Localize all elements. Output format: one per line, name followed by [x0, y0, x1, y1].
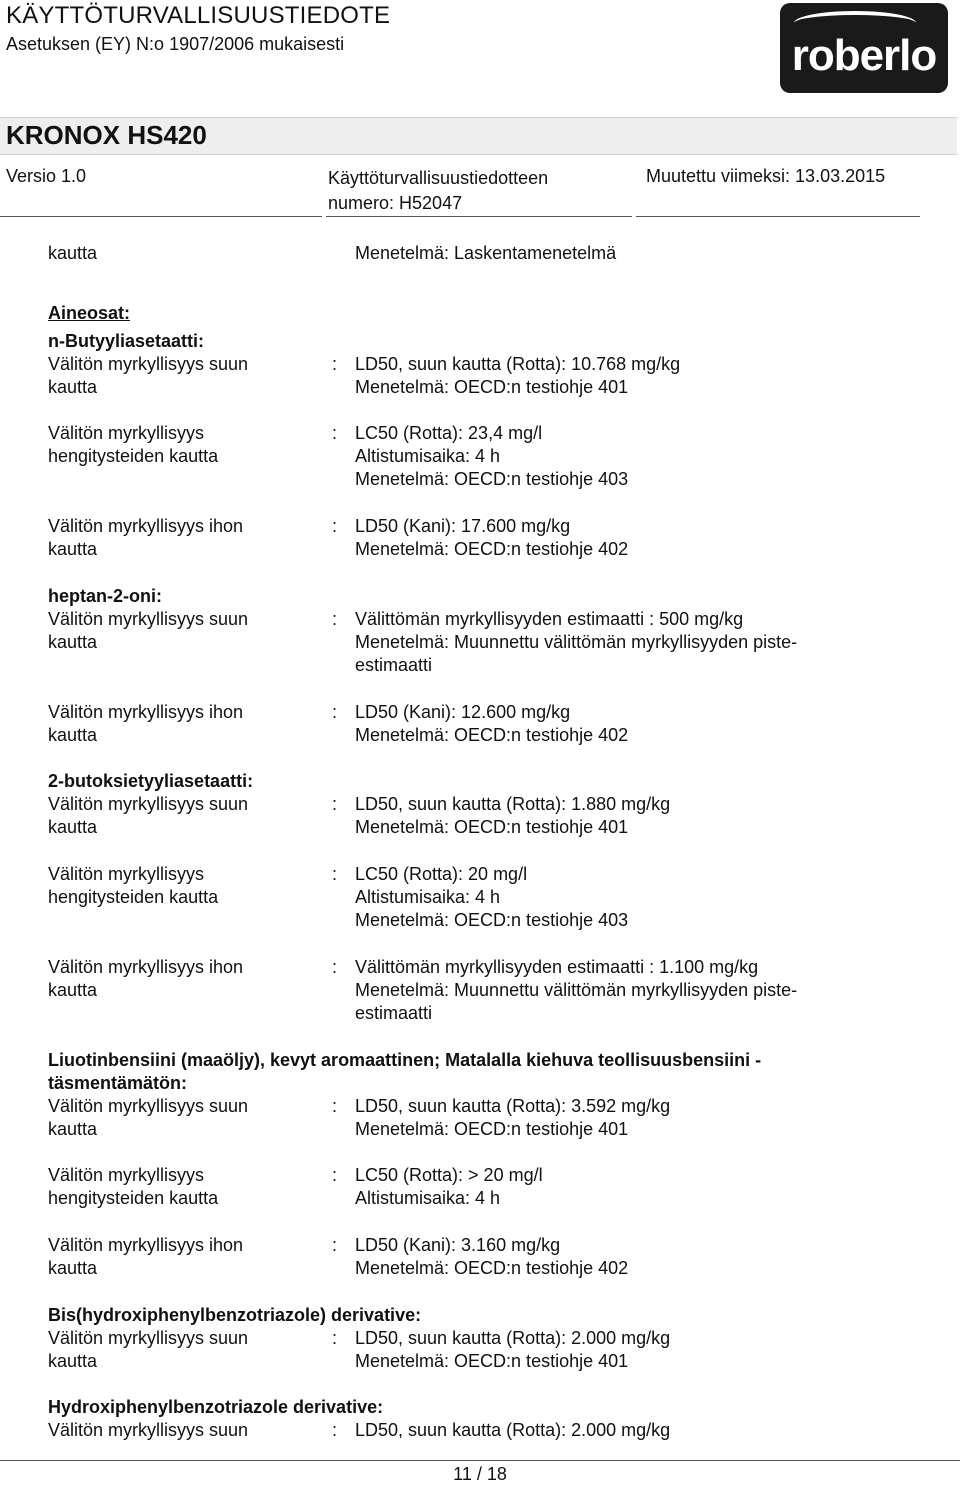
row-value: LD50, suun kautta (Rotta): 2.000 mg/kg [355, 1420, 671, 1440]
row-value: LD50 (Kani): 3.160 mg/kg [355, 1235, 561, 1255]
colon: : [332, 609, 338, 629]
row-value: Altistumisaika: 4 h [355, 446, 501, 466]
row-value: Menetelmä: OECD:n testiohje 401 [355, 817, 629, 837]
row-value: LD50, suun kautta (Rotta): 1.880 mg/kg [355, 794, 671, 814]
colon: : [332, 702, 338, 722]
row-value: Välittömän myrkyllisyyden estimaatti : 500 mg/kg [355, 609, 744, 629]
document-subtitle: Asetuksen (EY) N:o 1907/2006 mukaisesti [6, 34, 345, 54]
row-value: Menetelmä: Muunnettu välittömän myrkyllisyyden piste- [355, 632, 798, 652]
row-label: hengitysteiden kautta [48, 887, 219, 907]
row-label: kautta [48, 980, 98, 1000]
row-label: Välitön myrkyllisyys ihon [48, 702, 244, 722]
colon: : [332, 1420, 338, 1440]
row-value: Välittömän myrkyllisyyden estimaatti : 1.100 mg/kg [355, 957, 759, 977]
header-divider [0, 216, 920, 217]
row-label: kautta [48, 1258, 98, 1278]
colon: : [332, 1328, 338, 1348]
row-label: Välitön myrkyllisyys suun [48, 1420, 249, 1440]
row-value: Menetelmä: OECD:n testiohje 401 [355, 1351, 629, 1371]
substance-heading: 2-butoksietyyliasetaatti: [48, 771, 254, 791]
page-number: 11 / 18 [453, 1464, 507, 1484]
logo-text: roberlo [791, 31, 937, 80]
row-label: Välitön myrkyllisyys suun [48, 1328, 249, 1348]
row-label: kautta [48, 632, 98, 652]
row-value: Altistumisaika: 4 h [355, 887, 501, 907]
row-value: estimaatti [355, 1003, 433, 1023]
row-label: kautta [48, 539, 98, 559]
version: Versio 1.0 [6, 166, 87, 186]
row-value: LD50, suun kautta (Rotta): 10.768 mg/kg [355, 354, 681, 374]
row-value: LC50 (Rotta): > 20 mg/l [355, 1165, 543, 1185]
row-label: kautta [48, 1351, 98, 1371]
row-value: Menetelmä: OECD:n testiohje 401 [355, 1119, 629, 1139]
colon: : [332, 1165, 338, 1185]
row-label: Välitön myrkyllisyys suun [48, 609, 249, 629]
row-value: Altistumisaika: 4 h [355, 1188, 501, 1208]
substance-heading: Liuotinbensiini (maaöljy), kevyt aromaattinen; Matalalla kiehuva teollisuusbensiini - [48, 1050, 762, 1070]
substance-heading: Bis(hydroxiphenylbenzotriazole) derivative: [48, 1305, 422, 1325]
header-divider-gap [632, 216, 636, 217]
colon: : [332, 516, 338, 536]
header-divider-gap [322, 216, 326, 217]
colon: : [332, 957, 338, 977]
row-label: kautta [48, 817, 98, 837]
document-number: numero: H52047 [328, 193, 463, 213]
row-value: Menetelmä: OECD:n testiohje 402 [355, 1258, 629, 1278]
row-label: kautta [48, 377, 98, 397]
row-label: kautta [48, 243, 98, 263]
footer-divider [0, 1460, 960, 1461]
row-value: Menetelmä: Muunnettu välittömän myrkyllisyyden piste- [355, 980, 798, 1000]
row-label: Välitön myrkyllisyys ihon [48, 516, 244, 536]
row-value: LC50 (Rotta): 23,4 mg/l [355, 423, 543, 443]
row-label: Välitön myrkyllisyys suun [48, 794, 249, 814]
row-value: Menetelmä: Laskentamenetelmä [355, 243, 617, 263]
row-label: kautta [48, 1119, 98, 1139]
row-value: LD50 (Kani): 17.600 mg/kg [355, 516, 571, 536]
row-label: hengitysteiden kautta [48, 1188, 219, 1208]
row-value: LD50, suun kautta (Rotta): 3.592 mg/kg [355, 1096, 671, 1116]
colon: : [332, 794, 338, 814]
row-label: Välitön myrkyllisyys suun [48, 354, 249, 374]
row-label: Välitön myrkyllisyys [48, 1165, 205, 1185]
substance-heading: heptan-2-oni: [48, 586, 162, 606]
row-value: estimaatti [355, 655, 433, 675]
document-title: KÄYTTÖTURVALLISUUSTIEDOTE [6, 2, 391, 29]
row-label: Välitön myrkyllisyys [48, 864, 205, 884]
colon: : [332, 354, 338, 374]
row-value: Menetelmä: OECD:n testiohje 402 [355, 539, 629, 559]
row-label: Välitön myrkyllisyys suun [48, 1096, 249, 1116]
row-value: LD50 (Kani): 12.600 mg/kg [355, 702, 571, 722]
row-label: hengitysteiden kautta [48, 446, 219, 466]
row-value: Menetelmä: OECD:n testiohje 402 [355, 725, 629, 745]
substance-heading: Hydroxiphenylbenzotriazole derivative: [48, 1397, 384, 1417]
substance-heading: täsmentämätön: [48, 1073, 188, 1093]
document-number-block [328, 166, 618, 216]
colon: : [332, 864, 338, 884]
section-title: Aineosat: [48, 303, 131, 323]
row-value: Menetelmä: OECD:n testiohje 401 [355, 377, 629, 397]
company-logo [780, 3, 948, 93]
colon: : [332, 423, 338, 443]
row-value: Menetelmä: OECD:n testiohje 403 [355, 469, 629, 489]
row-label: kautta [48, 725, 98, 745]
product-name: KRONOX HS420 [6, 120, 207, 150]
row-value: LC50 (Rotta): 20 mg/l [355, 864, 528, 884]
colon: : [332, 1235, 338, 1255]
substance-heading: n-Butyyliasetaatti: [48, 331, 205, 351]
document-number-label: Käyttöturvallisuustiedotteen [328, 168, 549, 188]
modified-date: Muutettu viimeksi: 13.03.2015 [646, 166, 886, 186]
row-label: Välitön myrkyllisyys ihon [48, 957, 244, 977]
colon: : [332, 1096, 338, 1116]
row-value: Menetelmä: OECD:n testiohje 403 [355, 910, 629, 930]
row-value: LD50, suun kautta (Rotta): 2.000 mg/kg [355, 1328, 671, 1348]
row-label: Välitön myrkyllisyys [48, 423, 205, 443]
row-label: Välitön myrkyllisyys ihon [48, 1235, 244, 1255]
